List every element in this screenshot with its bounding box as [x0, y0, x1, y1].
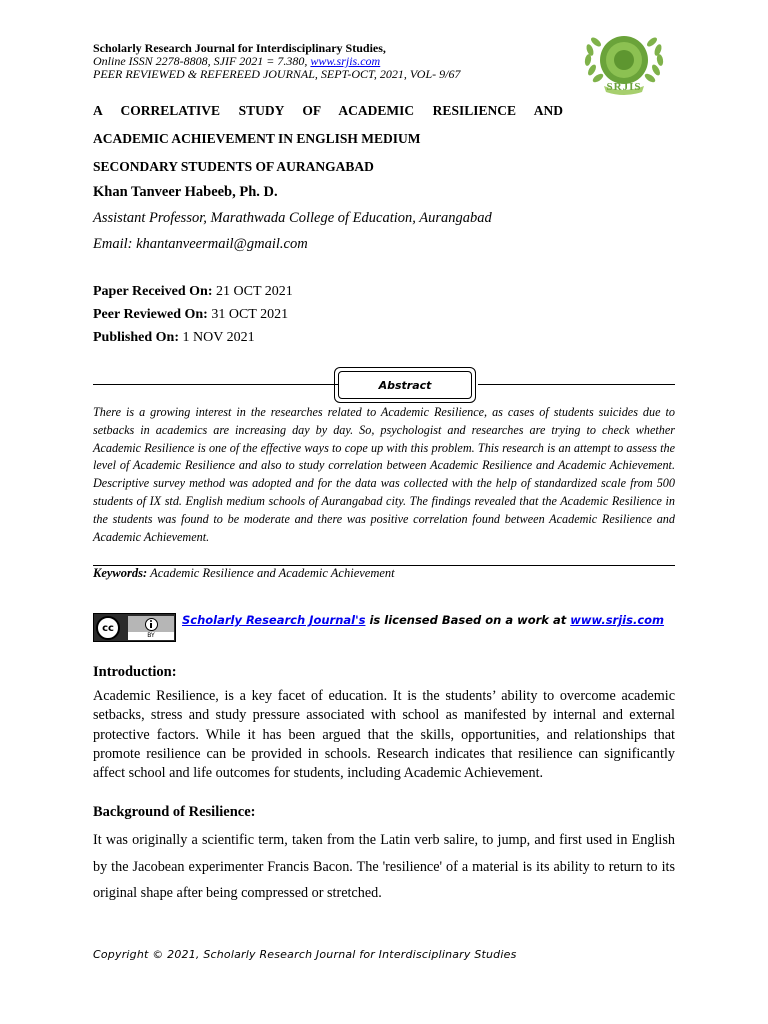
journal-license-link[interactable]: Scholarly Research Journal's	[182, 613, 366, 627]
keywords-line	[93, 566, 395, 581]
background-text: It was originally a scientific term, taken from the Latin verb salire, to jump, and first used in English by the Jacobean experimenter Francis Bacon. The 'resilience' of a material is its ability to return to its original shape after being compressed or stretched.	[93, 832, 675, 901]
by-label: BY	[128, 632, 174, 640]
date-received	[93, 284, 293, 300]
cc-icon: cc	[96, 616, 120, 640]
introduction-heading: Introduction:	[93, 664, 177, 680]
title-line-1: A CORRELATIVE STUDY OF ACADEMIC RESILIENCE AND	[93, 103, 563, 118]
abstract-divider-right	[478, 384, 675, 385]
date-label: Published On:	[93, 330, 179, 345]
abstract-heading: Abstract	[338, 371, 472, 399]
author-email: Email: khantanveermail@gmail.com	[93, 236, 308, 252]
abstract-heading-box	[334, 367, 476, 403]
journal-header	[93, 42, 563, 81]
logo-text: SRJIS	[606, 81, 642, 93]
date-label: Peer Reviewed On:	[93, 307, 208, 322]
date-label: Paper Received On:	[93, 284, 213, 299]
date-value: 21 OCT 2021	[212, 284, 293, 299]
journal-name: Scholarly Research Journal for Interdisciplinary Studies,	[93, 41, 386, 55]
abstract-text: There is a growing interest in the researches related to Academic Resilience, as cases of students suicides due to setbacks in academics are increasing day by day. So, psychologist and researches are trying to check whether Academic Resilience is one of the effective ways to cope up with this problem. This research is an attempt to assess the level of Academic Resilience and also to study correlation between Academic Resilience and Academic Achievement. Descriptive survey method was adopted and for the data was collected with the help of standardized scale from 500 students of IX std. English medium schools of Aurangabad city. The findings revealed that the Academic Resilience in the students was found to be moderate and there was positive correlation found between Academic Resilience and Academic Achievement.	[93, 405, 675, 544]
attribution-icon	[128, 616, 174, 632]
abstract-divider-left	[93, 384, 338, 385]
date-reviewed	[93, 307, 288, 323]
author-affiliation: Assistant Professor, Marathwada College of Education, Aurangabad	[93, 210, 492, 226]
peer-review-line: PEER REVIEWED & REFEREED JOURNAL, SEPT-OCT, 2021, VOL- 9/67	[93, 67, 461, 81]
title-line-2: ACADEMIC ACHIEVEMENT IN ENGLISH MEDIUM	[93, 131, 421, 146]
journal-website-link[interactable]: www.srjis.com	[310, 54, 381, 68]
copyright-footer: Copyright © 2021, Scholarly Research Journal for Interdisciplinary Studies	[93, 948, 517, 961]
cc-by-license-icon	[93, 613, 176, 642]
issn-text: Online ISSN 2278-8808, SJIF 2021 = 7.380,	[93, 54, 311, 68]
title-line-3: SECONDARY STUDENTS OF AURANGABAD	[93, 159, 374, 174]
date-value: 1 NOV 2021	[178, 330, 255, 345]
keywords-text: Academic Resilience and Academic Achievement	[147, 566, 395, 580]
srjis-logo	[574, 28, 674, 100]
license-text: is licensed Based on a work at	[365, 613, 571, 627]
background-heading: Background of Resilience:	[93, 804, 256, 820]
website-link[interactable]: www.srjis.com	[570, 613, 665, 627]
date-value: 31 OCT 2021	[207, 307, 289, 322]
license-line	[182, 613, 664, 627]
paper-title	[93, 97, 593, 181]
introduction-text: Academic Resilience, is a key facet of education. It is the students’ ability to overcome academic setbacks, stress and study pressure associated with school as manifested by internal and external protective factors. While it has been argued that the skills, opportunities, and relationships that promote resilience can be provided in schools. Research indicates that resilience can significantly affect school and life outcomes for students, including Academic Achievement.	[93, 688, 675, 782]
keywords-label: Keywords:	[93, 566, 148, 580]
author-name: Khan Tanveer Habeeb, Ph. D.	[93, 184, 278, 200]
date-published	[93, 330, 255, 346]
